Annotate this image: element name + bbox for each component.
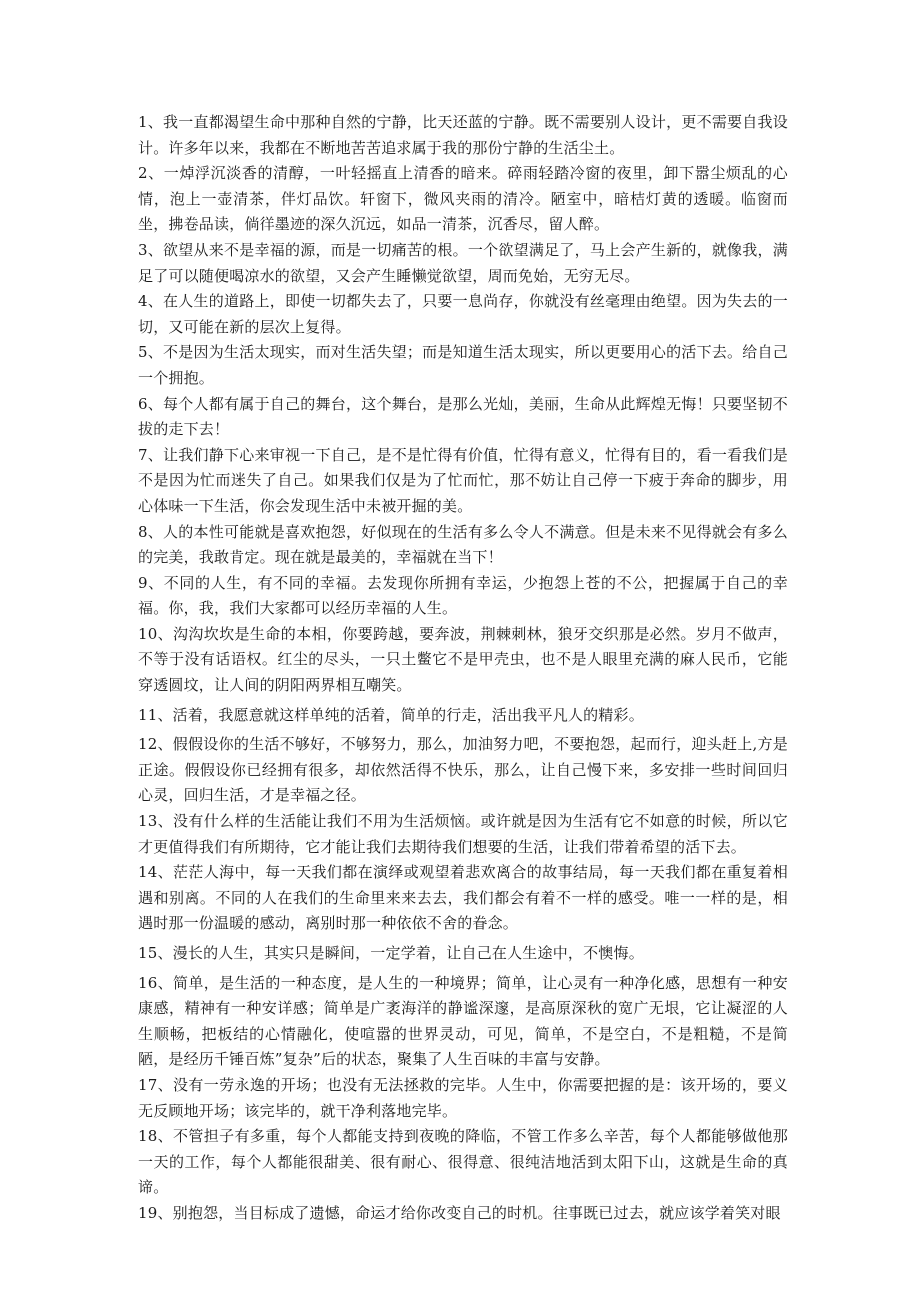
- paragraph-2: 2、一焯浮沉淡香的清醇，一叶轻摇直上清香的暗来。碎雨轻踏冷窗的夜里，卸下嚣尘烦乱的心情，泡上一壶清茶，伴灯品饮。轩窗下，微风夹雨的清冷。陋室中，暗桔灯黄的透暖。临窗而坐，拂卷品读，倘徉墨迹的深久沉远，如品一清茶，沉香尽，留人醉。: [138, 164, 788, 234]
- paragraph-1: 1、我一直都渴望生命中那种自然的宁静，比天还蓝的宁静。既不需要别人设计，更不需要自我设计。许多年以来，我都在不断地苦苦追求属于我的那份宁静的生活尘土。: [138, 113, 788, 157]
- paragraph-16: 16、简单，是生活的一种态度，是人生的一种境界；简单，让心灵有一种净化感，思想有一种安康感，精神有一种安详感；简单是广袤海洋的静谧深邃，是高原深秋的宽广无垠，它让凝涩的人生顺畅，把板结的心情融化，使喧嚣的世界灵动，可见，简单，不是空白，不是粗糙，不是简陋，是经历千锤百炼”复杂”后的状态，聚集了人生百味的丰富与安静。: [138, 973, 788, 1069]
- paragraph-13: 13、没有什么样的生活能让我们不用为生活烦恼。或许就是因为生活有它不如意的时候，所以它才更值得我们有所期待，它才能让我们去期待我们想要的生活，让我们带着希望的活下去。: [138, 812, 788, 856]
- paragraph-14: 14、茫茫人海中，每一天我们都在演绎或观望着悲欢离合的故事结局，每一天我们都在重复着相遇和别离。不同的人在我们的生命里来来去去，我们都会有着不一样的感受。唯一一样的是，相遇时那一份温暖的感动，离别时那一种依依不舍的眷念。: [138, 863, 788, 933]
- document-body: [138, 110, 788, 1227]
- paragraph-17: 17、没有一劳永逸的开场；也没有无法拯救的完毕。人生中，你需要把握的是：该开场的，要义无反顾地开场；该完毕的，就干净利落地完毕。: [138, 1075, 788, 1120]
- paragraph-5: 5、不是因为生活太现实，而对生活失望；而是知道生活太现实，所以更要用心的活下去。给自己一个拥抱。: [138, 343, 788, 387]
- paragraph-19: 19、别抱怨，当目标成了遗憾，命运才给你改变自己的时机。往事既已过去，就应该学着笑对眼: [138, 1203, 781, 1222]
- paragraph-15: 15、漫长的人生，其实只是瞬间，一定学着，让自己在人生途中，不懊悔。: [138, 944, 644, 962]
- paragraph-10: 10、沟沟坎坎是生命的本相，你要跨越，要奔波，荆棘刺林，狼牙交织那是必然。岁月不做声，不等于没有话语权。红尘的尽头，一只土鳖它不是甲壳虫，也不是人眼里充满的麻人民币，它能穿透圆坟，让人间的阴阳两界相互嘲笑。: [138, 624, 788, 695]
- paragraph-3: 3、欲望从来不是幸福的源，而是一切痛苦的根。一个欲望满足了，马上会产生新的，就像我，满足了可以随便喝凉水的欲望，又会产生睡懒觉欲望，周而免始，无穷无尽。: [138, 240, 788, 285]
- paragraph-9: 9、不同的人生，有不同的幸福。去发现你所拥有幸运，少抱怨上苍的不公，把握属于自己的幸福。你，我，我们大家都可以经历幸福的人生。: [138, 573, 788, 618]
- paragraph-8: 8、人的本性可能就是喜欢抱怨，好似现在的生活有多么令人不满意。但是未来不见得就会有多么的完美，我敢肯定。现在就是最美的，幸福就在当下！: [138, 522, 788, 567]
- paragraph-6: 6、每个人都有属于自己的舞台，这个舞台，是那么光灿，美丽，生命从此辉煌无悔！只要坚韧不拔的走下去！: [138, 394, 788, 439]
- paragraph-12: 12、假假设你的生活不够好，不够努力，那么，加油努力吧，不要抱怨，起而行，迎头赶上,方是正途。假假设你已经拥有很多，却依然活得不快乐，那么，让自己慢下来，多安排一些时间回归心灵，回归生活，才是幸福之径。: [138, 735, 788, 805]
- paragraph-11: 11、活着，我愿意就这样单纯的活着，简单的行走，活出我平凡人的精彩。: [138, 705, 644, 724]
- paragraph-18: 18、不管担子有多重，每个人都能支持到夜晚的降临，不管工作多么辛苦，每个人都能够做他那一天的工作，每个人都能很甜美、很有耐心、很得意、很纯洁地活到太阳下山，这就是生命的真谛。: [138, 1127, 788, 1197]
- paragraph-7: 7、让我们静下心来审视一下自己，是不是忙得有价值，忙得有意义，忙得有目的，看一看我们是不是因为忙而迷失了自己。如果我们仅是为了忙而忙，那不妨让自己停一下疲于奔命的脚步，用心体味一下生活，你会发现生活中未被开掘的美。: [138, 445, 788, 515]
- paragraph-4: 4、在人生的道路上，即使一切都失去了，只要一息尚存，你就没有丝毫理由绝望。因为失去的一切，又可能在新的层次上复得。: [138, 292, 788, 336]
